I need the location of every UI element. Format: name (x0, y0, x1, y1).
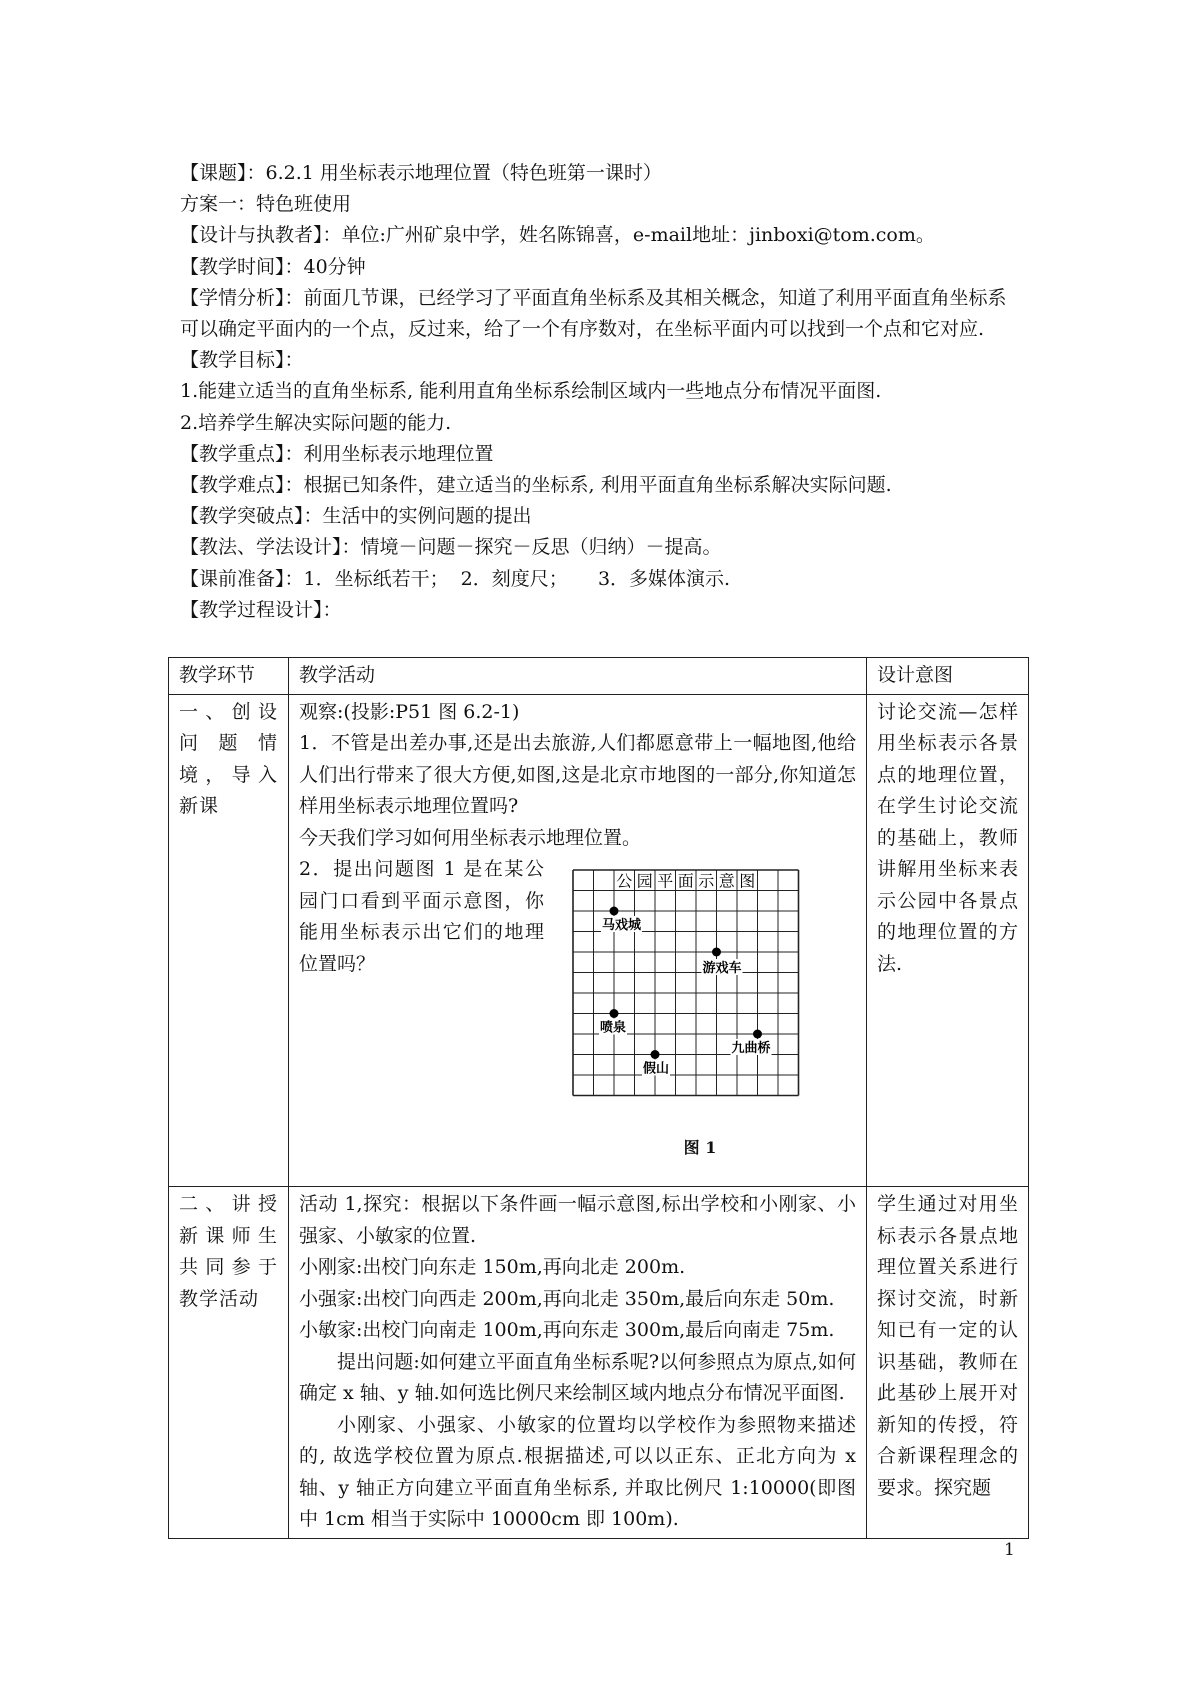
activity-cell (289, 694, 867, 1187)
landmark-label: 马戏城 (602, 918, 642, 933)
park-map-grid (567, 866, 803, 1126)
preparation: 【课前准备】：1．坐标纸若干； 2．刻度尺； 3．多媒体演示. (180, 567, 731, 590)
observe-text: 观察:(投影:P51 图 6.2-1) (299, 700, 520, 723)
method: 【教法、学法设计】：情境－问题－探究－反思（归纳）－提高。 (180, 536, 722, 559)
header-intent: 设计意图 (867, 658, 1029, 695)
header-stage: 教学环节 (169, 658, 289, 695)
activity-paragraph: 1．不管是出差办事,还是出去旅游,人们都愿意带上一幅地图,他给人们出行带来了很大方便,如图,这是北京市地图的一部分,你知道怎样用坐标表示地理位置吗? (299, 732, 856, 817)
header-activity: 教学活动 (289, 658, 867, 695)
plan: 方案一：特色班使用 (180, 193, 352, 216)
map-title-char: 示 (698, 871, 715, 891)
topic: 【课题】：6.2.1 用坐标表示地理位置（特色班第一课时） (180, 162, 662, 184)
landmark-label: 九曲桥 (731, 1041, 771, 1056)
landmark-point (753, 1030, 762, 1039)
table-header-row (169, 658, 1029, 695)
map-title-char: 公 (616, 871, 633, 891)
figure-caption: 图 1 (683, 1138, 717, 1157)
teaching-process-table (168, 657, 1029, 1539)
key-point: 【教学重点】：利用坐标表示地理位置 (180, 442, 494, 465)
process-title: 【教学过程设计】： (180, 598, 342, 621)
intent-cell: 讨论交流—怎样用坐标表示各景点的地理位置，在学生讨论交流的基础上，教师讲解用坐标来表示公园中各景点的地理位置的方法. (867, 694, 1029, 1187)
breakthrough: 【教学突破点】：生活中的实例问题的提出 (180, 505, 532, 528)
map-title-char: 平 (657, 871, 674, 891)
intent-cell: 学生通过对用坐标表示各景点地理位置关系进行探讨交流，时新知已有一定的认识基础，教师在此基砂上展开对新知的传授，符合新课程理念的要求。探究题 (867, 1187, 1029, 1539)
stage-cell: 二、讲授新课师生共同参于教学活动 (169, 1187, 289, 1539)
stage-cell: 一、创设问题情境，导入新课 (169, 694, 289, 1187)
activity-paragraph: 小敏家:出校门向南走 100m,再向东走 300m,最后向南走 75m. (299, 1319, 835, 1341)
map-title-char: 图 (739, 871, 756, 891)
page-number: 1 (1004, 1540, 1015, 1560)
activity-paragraph: 小刚家、小强家、小敏家的位置均以学校作为参照物来描述的, 故选学校位置为原点.根据描述,可以以正东、正北方向为 x 轴、y 轴正方向建立平面直角坐标系, 并取比例尺 1:10000(即图中 1cm 相当于实际中 10000cm 即 100m). (299, 1413, 856, 1530)
landmark-point (610, 1009, 619, 1018)
landmark-point (651, 1050, 660, 1059)
table-row (169, 1187, 1029, 1539)
activity-paragraph: 今天我们学习如何用坐标表示地理位置。 (299, 826, 642, 849)
difficulty: 【教学难点】：根据已知条件，建立适当的坐标系, 利用平面直角坐标系解决实际问题. (180, 474, 892, 497)
map-title-char: 园 (636, 871, 653, 891)
landmark-label: 游戏车 (702, 961, 742, 976)
table-row (169, 694, 1029, 1187)
landmark-point (610, 907, 619, 916)
goals-title: 【教学目标】： (180, 349, 304, 372)
goal-2: 2.培养学生解决实际问题的能力. (180, 411, 452, 434)
lesson-header (180, 158, 1020, 626)
designer: 【设计与执教者】：单位:广州矿泉中学，姓名陈锦喜，e-mail地址：jinboxi@tom.com。 (180, 224, 935, 247)
park-map-figure (567, 866, 803, 1164)
landmark-label: 假山 (643, 1061, 670, 1077)
activity-cell (289, 1187, 867, 1539)
goal-1: 1.能建立适当的直角坐标系, 能利用直角坐标系绘制区域内一些地点分布情况平面图. (180, 380, 882, 403)
teaching-time: 【教学时间】：40分钟 (180, 255, 366, 278)
activity-paragraph: 小强家:出校门向西走 200m,再向北走 350m,最后向东走 50m. (299, 1287, 835, 1310)
map-title-char: 面 (677, 871, 694, 891)
activity-paragraph: 提出问题:如何建立平面直角坐标系呢?以何参照点为原点,如何确定 x 轴、y 轴.如何选比例尺来绘制区域内地点分布情况平面图. (299, 1350, 856, 1404)
question-text: 2．提出问题图 1 是在某公园门口看到平面示意图，你能用坐标表示出它们的地理位置吗？ (299, 858, 544, 975)
learning-analysis: 【学情分析】：前面几节课，已经学习了平面直角坐标系及其相关概念，知道了利用平面直角坐标系可以确定平面内的一个点，反过来，给了一个有序数对，在坐标平面内可以找到一个点和它对应. (180, 286, 1007, 341)
map-title-char: 意 (718, 871, 735, 891)
activity-paragraph: 活动 1,探究：根据以下条件画一幅示意图,标出学校和小刚家、小强家、小敏家的位置. (299, 1193, 856, 1247)
activity-paragraph: 小刚家:出校门向东走 150m,再向北走 200m. (299, 1256, 686, 1278)
landmark-label: 喷泉 (600, 1020, 627, 1036)
landmark-point (712, 948, 721, 957)
